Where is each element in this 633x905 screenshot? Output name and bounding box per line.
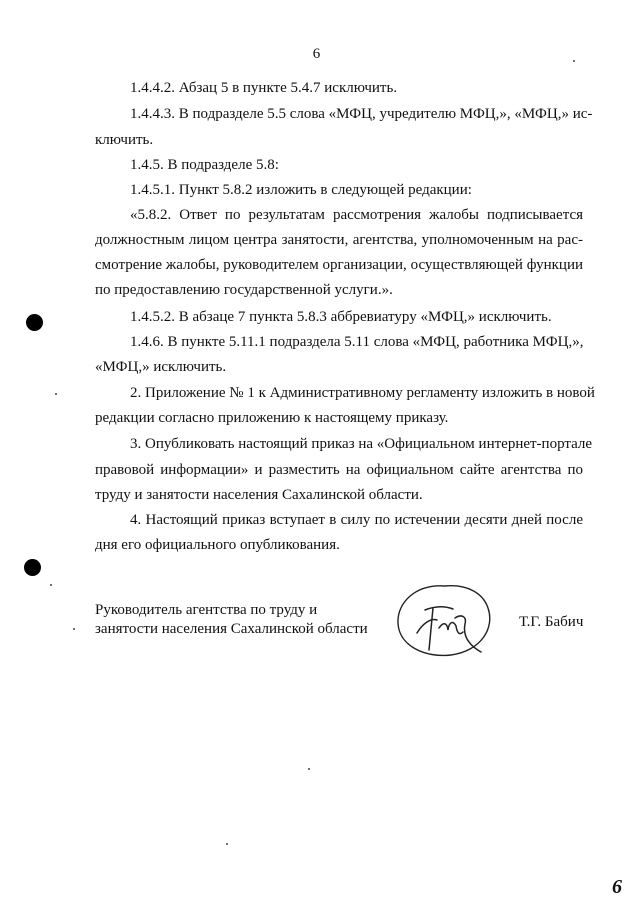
signer-position-line1: Руководитель агентства по труду и — [95, 602, 318, 618]
item-3-line1: 3. Опубликовать настоящий приказ на «Официальном интернет-портале — [130, 436, 593, 452]
item-1-4-5-2: 1.4.5.2. В абзаце 7 пункта 5.8.3 аббревиатуру «МФЦ,» исключить. — [130, 309, 552, 325]
item-1-4-5-1: 1.4.5.1. Пункт 5.8.2 изложить в следующей редакции: — [130, 182, 472, 198]
scan-speck — [308, 768, 310, 770]
scan-speck — [226, 843, 228, 845]
quote-5-8-2-line3: смотрение жалобы, руководителем организации, осуществляющей функции — [95, 257, 583, 273]
punch-hole-top — [26, 314, 43, 331]
signer-position — [95, 601, 368, 639]
item-1-4-4-3-line1: 1.4.4.3. В подразделе 5.5 слова «МФЦ, учредителю МФЦ,», «МФЦ,» ис- — [130, 106, 593, 122]
item-3-line3: труду и занятости населения Сахалинской области. — [95, 487, 423, 503]
quote-5-8-2-line1: «5.8.2. Ответ по результатам рассмотрения жалобы подписывается — [130, 207, 583, 223]
signer-name: Т.Г. Бабич — [519, 614, 584, 630]
quote-5-8-2-line2: должностным лицом центра занятости, агентства, уполномоченным на рас- — [95, 232, 583, 248]
quote-5-8-2-line4: по предоставлению государственной услуги.». — [95, 282, 393, 298]
punch-hole-bottom — [24, 559, 41, 576]
item-1-4-4-2: 1.4.4.2. Абзац 5 в пункте 5.4.7 исключить. — [130, 80, 398, 96]
scan-speck — [573, 60, 575, 62]
handwritten-page-mark: 6 — [612, 876, 622, 898]
scan-speck — [73, 628, 75, 630]
item-3-line2: правовой информации» и разместить на официальном сайте агентства по — [95, 462, 583, 478]
item-1-4-6-line1: 1.4.6. В пункте 5.11.1 подраздела 5.11 слова «МФЦ, работника МФЦ,», — [130, 334, 584, 350]
item-4-line2: дня его официального опубликования. — [95, 537, 340, 553]
scan-speck — [50, 584, 52, 586]
handwritten-signature — [385, 578, 505, 668]
item-1-4-4-3-line2: ключить. — [95, 132, 154, 148]
signer-position-line2: занятости населения Сахалинской области — [95, 621, 368, 637]
scan-speck — [55, 393, 57, 395]
item-1-4-6-line2: «МФЦ,» исключить. — [95, 359, 227, 375]
item-1-4-5: 1.4.5. В подразделе 5.8: — [130, 157, 279, 173]
item-4-line1: 4. Настоящий приказ вступает в силу по истечении десяти дней после — [130, 512, 583, 528]
item-2-line1: 2. Приложение № 1 к Административному регламенту изложить в новой — [130, 385, 595, 401]
page-number: 6 — [312, 46, 321, 62]
item-2-line2: редакции согласно приложению к настоящему приказу. — [95, 410, 449, 426]
